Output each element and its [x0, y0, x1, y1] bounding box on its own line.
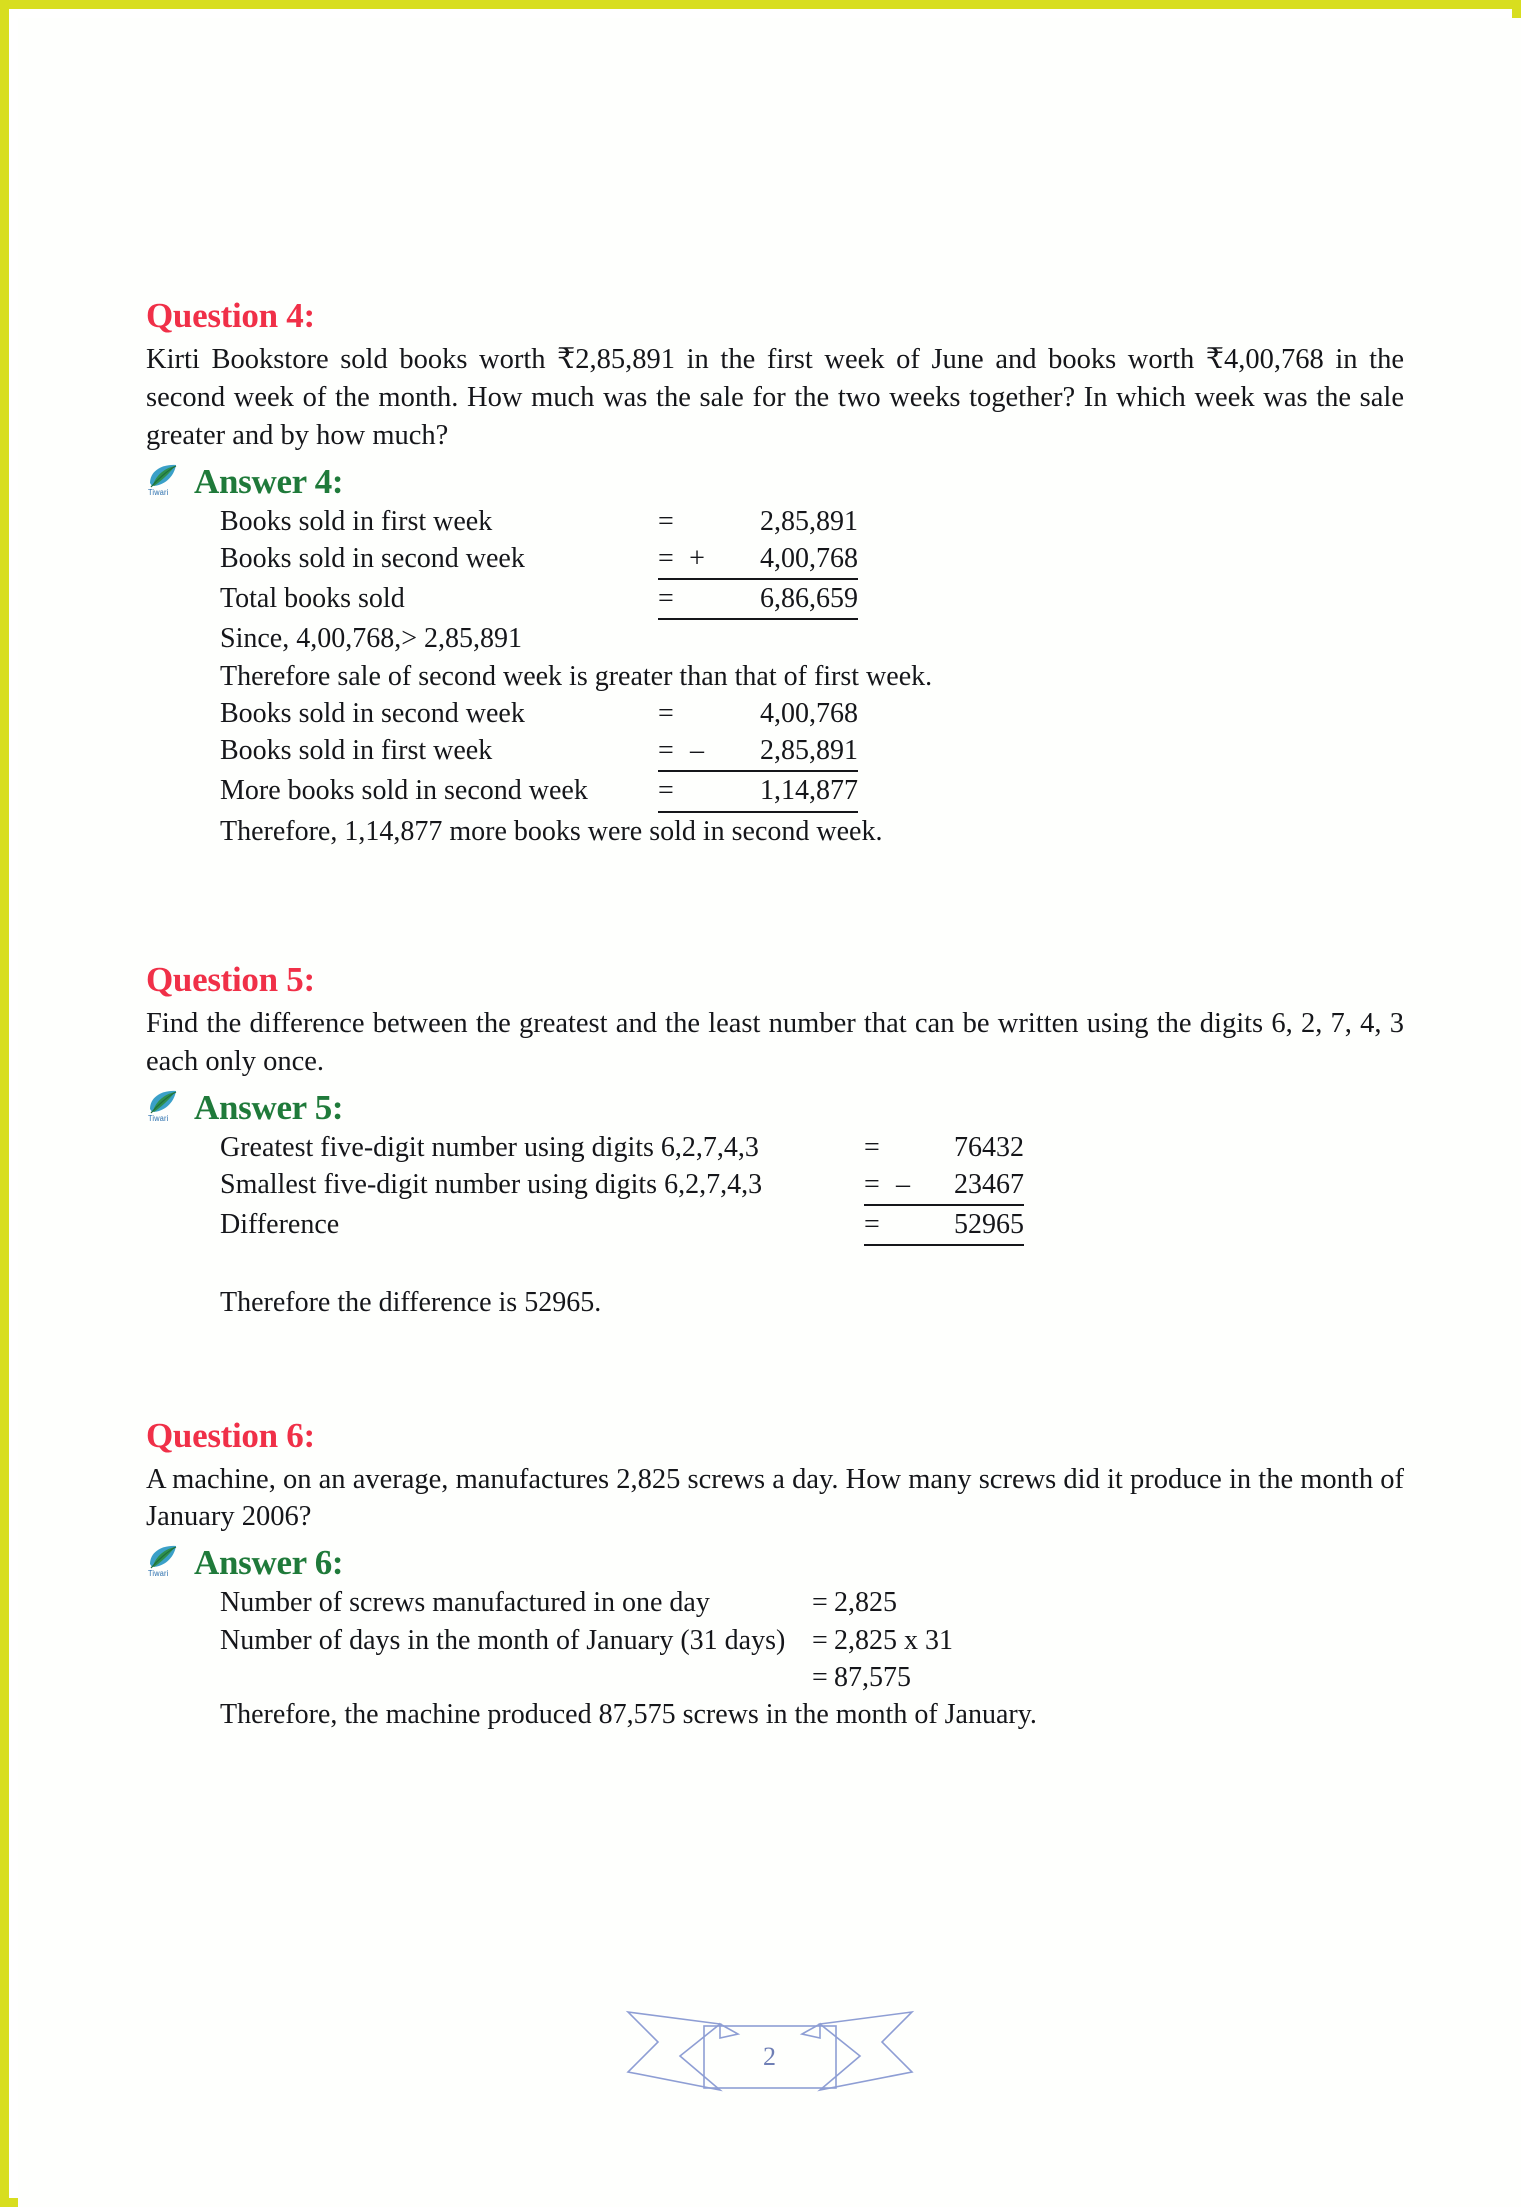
section-question-6	[142, 1415, 1407, 1734]
answer-4-calculation-block	[220, 503, 1407, 850]
calc-number: 2,85,891	[760, 735, 858, 767]
calc-value	[864, 1166, 1024, 1206]
answer-4-heading: Answer 4:	[194, 461, 344, 501]
answer-4-statement-2: Therefore sale of second week is greater than that of first week.	[220, 660, 933, 692]
calc-number: 52965	[954, 1209, 1024, 1241]
calc-number: 6,86,659	[760, 583, 858, 615]
calc-value	[812, 1622, 1034, 1659]
calc-label: Books sold in second week	[220, 697, 525, 729]
calc-row	[220, 695, 1407, 732]
calc-number: 2,85,891	[760, 505, 858, 537]
calc-value	[658, 695, 858, 732]
calc-number: 76432	[954, 1131, 1024, 1163]
calc-value	[658, 540, 858, 580]
section-gap	[142, 1322, 1407, 1418]
logo-wordmark: Tiwari	[148, 487, 169, 497]
calc-number: 2,825	[834, 1587, 897, 1619]
calc-row	[220, 772, 1407, 812]
logo-wordmark: Tiwari	[148, 1569, 169, 1579]
calc-equals: =	[864, 1168, 880, 1200]
question-4-heading: Question 4:	[146, 296, 315, 335]
leaf-logo-icon	[146, 1087, 188, 1123]
question-6-heading: Question 6:	[146, 1415, 315, 1455]
calc-number: 1,14,877	[760, 775, 858, 807]
calc-equals: =	[812, 1624, 828, 1656]
calc-label: Books sold in first week	[220, 735, 493, 767]
calc-equals: =	[658, 735, 674, 767]
question-4-text: Kirti Bookstore sold books worth ₹2,85,891 in the first week of June and books worth ₹4,00,768 in the second week of the month. How much was the sale for the two weeks together? In which week was the sale greater and by how much?	[146, 344, 1404, 451]
calc-equals: =	[864, 1131, 880, 1163]
calc-value	[658, 503, 858, 540]
calc-number: 87,575	[834, 1661, 911, 1693]
blank-line	[220, 1246, 1407, 1284]
calc-row	[220, 503, 1407, 540]
logo-wordmark: Tiwari	[148, 1113, 169, 1123]
calc-label: Total books sold	[220, 583, 405, 615]
calc-row	[220, 1584, 1407, 1621]
calc-value	[864, 1206, 1024, 1246]
calc-equals: =	[658, 542, 674, 574]
answer-6-heading: Answer 6:	[194, 1543, 344, 1583]
calc-row	[220, 580, 1407, 620]
answer-5-heading-row	[146, 1087, 1407, 1125]
calc-label: More books sold in second week	[220, 775, 588, 807]
answer-6-conclusion: Therefore, the machine produced 87,575 screws in the month of January.	[220, 1698, 1037, 1730]
calc-row	[220, 1166, 1407, 1206]
answer-4-conclusion: Therefore, 1,14,877 more books were sold in second week.	[220, 815, 883, 847]
calc-equals: =	[864, 1209, 880, 1241]
calc-equals: =	[658, 505, 674, 537]
calc-label: Difference	[220, 1209, 340, 1241]
calc-label: Books sold in second week	[220, 542, 525, 574]
answer-6-calculation-block	[220, 1584, 1407, 1733]
leaf-logo-icon	[146, 461, 188, 497]
answer-5-conclusion: Therefore the difference is 52965.	[220, 1287, 602, 1319]
calc-value	[812, 1659, 1034, 1696]
calc-equals: =	[812, 1661, 828, 1693]
calc-value	[864, 1129, 1024, 1166]
calc-label: Books sold in first week	[220, 505, 493, 537]
document-content	[142, 298, 1407, 1733]
section-gap	[142, 850, 1407, 962]
calc-equals: =	[658, 697, 674, 729]
calc-equals: =	[658, 583, 674, 615]
question-6-text: A machine, on an average, manufactures 2,825 screws a day. How many screws did it produce in the month of January 2006?	[146, 1463, 1404, 1533]
answer-5-calculation-block	[220, 1129, 1407, 1322]
calc-value	[658, 732, 858, 772]
calc-row	[220, 1622, 1407, 1659]
page-number-ribbon	[620, 1998, 920, 2118]
calc-row	[220, 732, 1407, 772]
calc-equals: =	[658, 775, 674, 807]
section-question-5	[142, 959, 1407, 1322]
calc-operator: –	[896, 1168, 910, 1200]
calc-number: 4,00,768	[760, 542, 858, 574]
calc-row	[220, 1129, 1407, 1166]
calc-label: Smallest five-digit number using digits 6,2,7,4,3	[220, 1168, 763, 1200]
calc-number: 4,00,768	[760, 697, 858, 729]
calc-equals: =	[812, 1587, 828, 1619]
calc-label: Number of screws manufactured in one day	[220, 1587, 710, 1619]
question-5-text: Find the difference between the greatest and the least number that can be written using the digits 6, 2, 7, 4, 3 each only once.	[146, 1007, 1404, 1077]
calc-value	[812, 1584, 1034, 1621]
calc-row	[220, 540, 1407, 580]
page-number: 2	[763, 2042, 776, 2071]
answer-5-heading: Answer 5:	[194, 1087, 344, 1127]
calc-number: 23467	[954, 1168, 1024, 1200]
calc-number: 2,825 x 31	[834, 1624, 953, 1656]
calc-row	[220, 1659, 1407, 1696]
section-question-4	[142, 298, 1407, 850]
calc-row	[220, 1206, 1407, 1246]
leaf-logo-icon	[146, 1542, 188, 1578]
question-5-heading: Question 5:	[146, 959, 315, 999]
calc-label: Number of days in the month of January (31 days)	[220, 1624, 786, 1656]
calc-value	[658, 772, 858, 812]
calc-value	[658, 580, 858, 620]
page-canvas	[18, 18, 1521, 2207]
calc-label: Greatest five-digit number using digits 6,2,7,4,3	[220, 1131, 759, 1163]
answer-4-heading-row	[146, 461, 1407, 499]
answer-6-heading-row	[146, 1542, 1407, 1583]
calc-operator: +	[689, 542, 705, 574]
answer-4-statement-1: Since, 4,00,768,> 2,85,891	[220, 623, 522, 655]
calc-operator: –	[690, 735, 704, 767]
